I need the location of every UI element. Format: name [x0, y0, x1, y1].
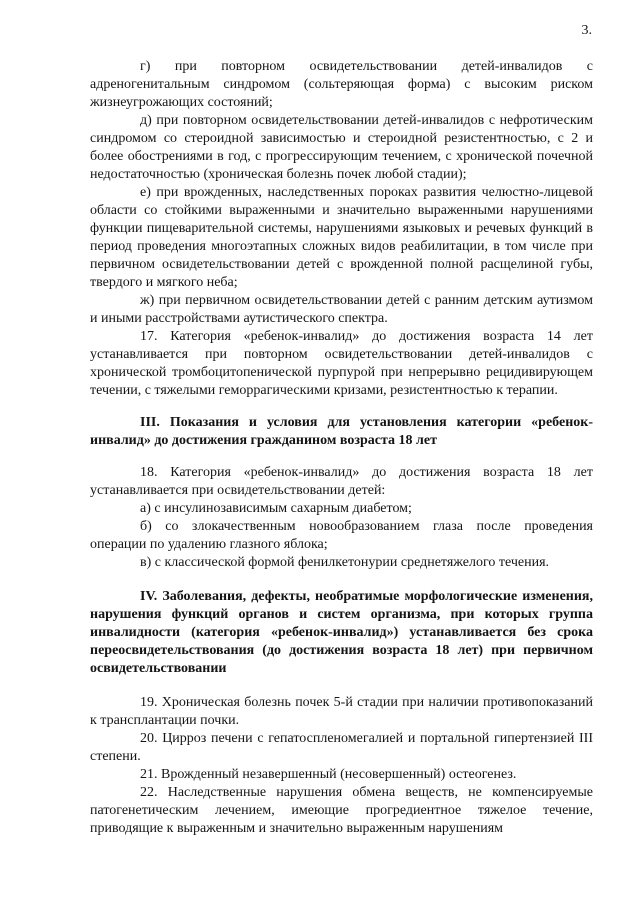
paragraph-item-d: д) при повторном освидетельствовании детей-инвалидов с нефротическим синдромом со стероидной зависимостью и стероидной резистентностью, с 2 и более обострениями в год, с прогрессирующим течением, с хронической почечной недостаточностью (хроническая болезнь почек любой стадии); [90, 113, 593, 182]
paragraph-item-zh: ж) при первичном освидетельствовании детей с ранним детским аутизмом и иными расстройствами аутистического спектра. [90, 293, 593, 326]
paragraph-item-g: г) при повторном освидетельствовании детей-инвалидов с адреногенитальным синдромом (сольтеряющая форма) с высоким риском жизнеугрожающих состояний; [90, 59, 593, 110]
paragraph-18-v: в) с классической формой фенилкетонурии среднетяжелого течения. [140, 555, 550, 570]
paragraph-21: 21. Врожденный незавершенный (несовершенный) остеогенез. [140, 767, 517, 782]
paragraph-17: 17. Категория «ребенок-инвалид» до достижения возраста 14 лет устанавливается при повторном освидетельствовании детей-инвалидов с хронической тромбоцитопенической пурпурой при непрерывно рецидивирующем течении, с тяжелыми геморрагическими кризами, резистентностью к терапии. [90, 329, 593, 398]
paragraph-19: 19. Хроническая болезнь почек 5-й стадии при наличии противопоказаний к трансплантации почки. [90, 695, 593, 728]
paragraph-20: 20. Цирроз печени с гепатоспленомегалией и портальной гипертензией III степени. [90, 731, 593, 764]
page-number: 3. [581, 23, 592, 38]
paragraph-18: 18. Категория «ребенок-инвалид» до достижения возраста 18 лет устанавливается при освидетельствовании детей: [90, 465, 593, 498]
paragraph-18-b: б) со злокачественным новообразованием глаза после проведения операции по удалению глазного яблока; [90, 519, 593, 552]
paragraph-item-e: е) при врожденных, наследственных пороках развития челюстно-лицевой области со стойкими выраженными и значительно выраженными нарушениями функции пищеварительной системы, нарушениями языковых и речевых функций в период проведения многоэтапных сложных видов реабилитации, в том числе при первичном освидетельствовании детей с врожденной полной расщелиной губы, твердого и мягкого неба; [90, 185, 593, 290]
section-3-heading: III. Показания и условия для установления категории «ребенок-инвалид» до достижения гражданином возраста 18 лет [90, 415, 593, 448]
section-4-heading: IV. Заболевания, дефекты, необратимые морфологические изменения, нарушения функций органов и систем организма, при которых группа инвалидности (категория «ребенок-инвалид») устанавливается без срока переосвидетельствования (до достижения возраста 18 лет) при первичном освидетельствовании [90, 589, 593, 676]
paragraph-22: 22. Наследственные нарушения обмена веществ, не компенсируемые патогенетическим лечением, имеющие прогредиентное тяжелое течение, приводящие к выраженным и значительно выраженным нарушениям [90, 785, 593, 836]
document-body [90, 58, 593, 838]
paragraph-18-a: а) с инсулинозависимым сахарным диабетом; [140, 501, 412, 516]
